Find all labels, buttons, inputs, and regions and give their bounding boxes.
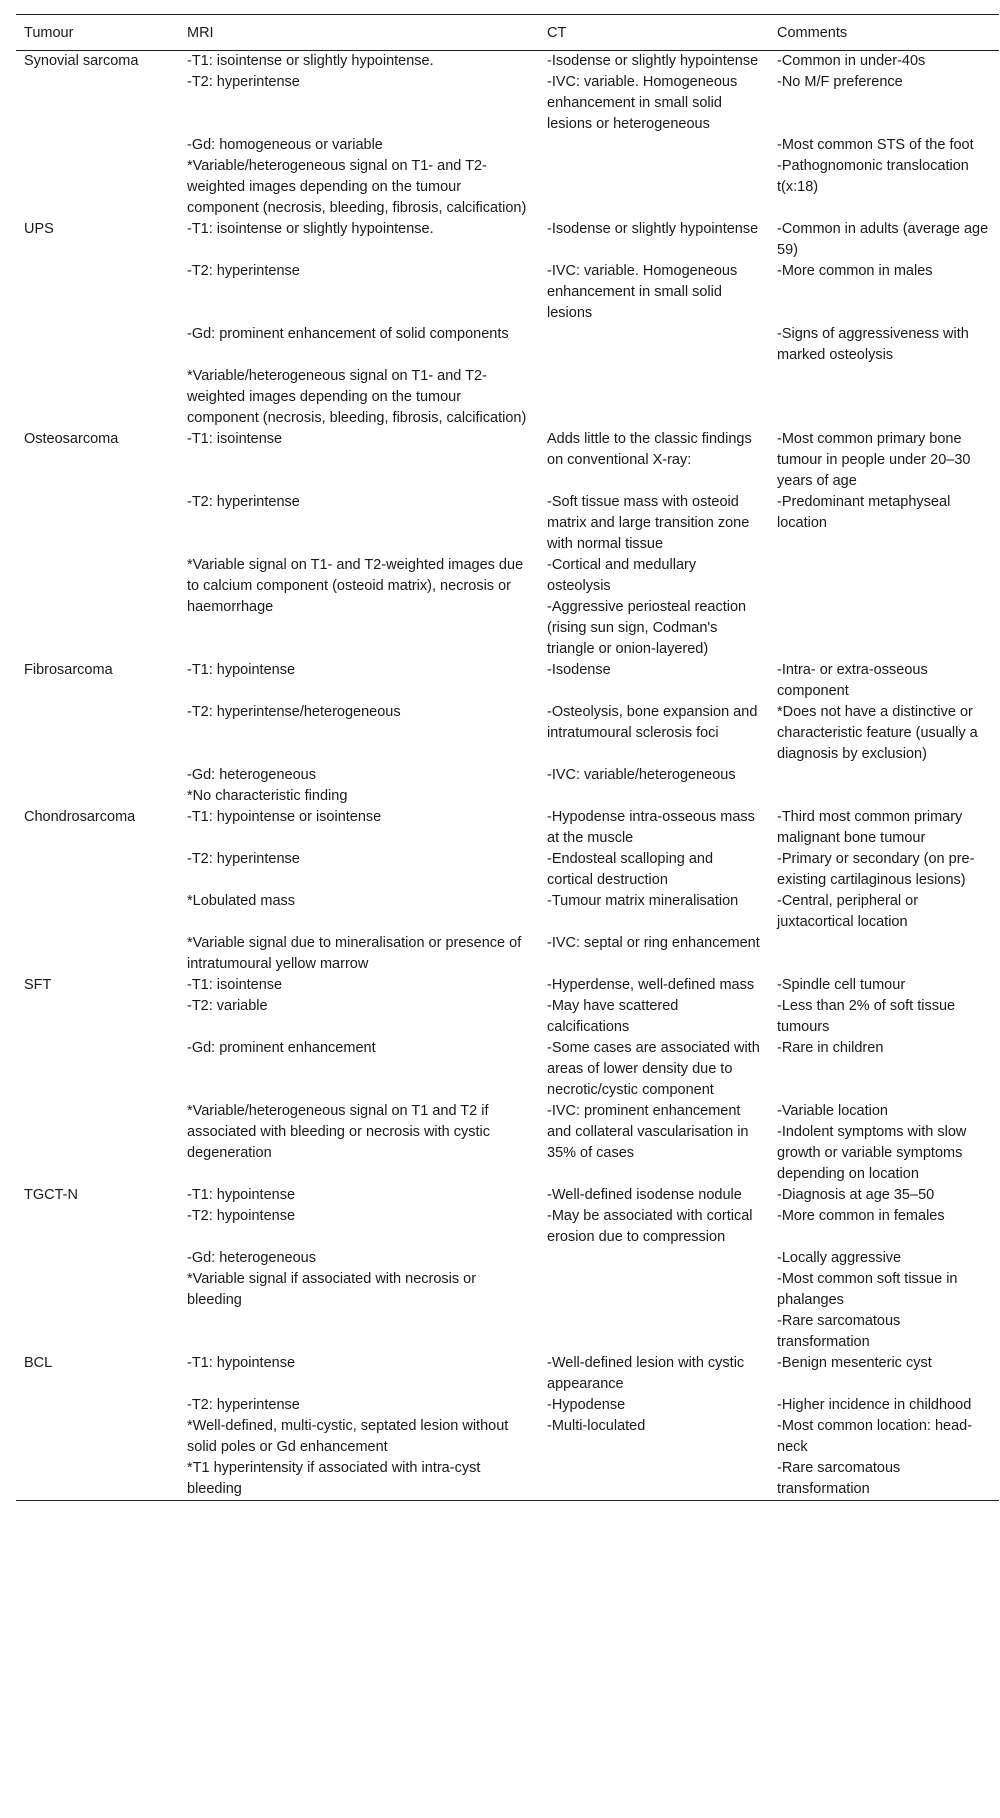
ct-text: -Isodense or slightly hypointense xyxy=(547,53,759,69)
tumour-name-cell xyxy=(16,1353,179,1501)
table-row xyxy=(16,807,999,849)
comments-cell xyxy=(769,324,999,366)
mri-text: -T2: hyperintense xyxy=(187,1397,300,1413)
ct-text: -Some cases are associated with areas of lower density due to necrotic/cystic component xyxy=(547,1040,760,1098)
mri-cell xyxy=(179,1395,539,1416)
mri-text: *Variable signal if associated with necrosis or bleeding xyxy=(187,1271,477,1308)
tumour-name: Synovial sarcoma xyxy=(24,53,139,69)
mri-cell xyxy=(179,807,539,849)
mri-cell xyxy=(179,51,539,73)
mri-cell xyxy=(179,156,539,219)
mri-cell xyxy=(179,1248,539,1269)
ct-cell xyxy=(539,975,769,996)
ct-cell xyxy=(539,324,769,366)
comments-cell xyxy=(769,660,999,702)
ct-cell xyxy=(539,135,769,156)
mri-text: -T1: hypointense xyxy=(187,662,296,678)
comments-cell xyxy=(769,261,999,324)
tumour-name-cell xyxy=(16,429,179,660)
header-tumour: Tumour xyxy=(16,15,179,51)
comments-cell xyxy=(769,219,999,261)
mri-text: *Variable/heterogeneous signal on T1 and T2 if associated with bleeding or necrosis with cystic degeneration xyxy=(187,1103,491,1161)
ct-cell xyxy=(539,1206,769,1248)
mri-text: -T1: hypointense xyxy=(187,1187,296,1203)
comments-cell xyxy=(769,555,999,660)
comments-cell xyxy=(769,429,999,492)
mri-text: -T2: variable xyxy=(187,998,268,1014)
tumour-name-cell xyxy=(16,1185,179,1353)
mri-text: -T1: isointense or slightly hypointense. xyxy=(187,53,434,69)
comments-text: -Rare sarcomatous transformation xyxy=(777,1313,901,1350)
ct-cell xyxy=(539,1458,769,1501)
comments-text: -Central, peripheral or juxtacortical location xyxy=(777,893,919,930)
ct-cell xyxy=(539,1101,769,1185)
ct-cell xyxy=(539,1248,769,1269)
mri-text: -T2: hyperintense xyxy=(187,494,300,510)
comments-cell xyxy=(769,51,999,73)
mri-cell xyxy=(179,324,539,366)
comments-cell xyxy=(769,891,999,933)
comments-text: -Less than 2% of soft tissue tumours xyxy=(777,998,956,1035)
ct-text: -IVC: prominent enhancement and collateral vascularisation in 35% of cases xyxy=(547,1103,749,1161)
table-row xyxy=(16,975,999,996)
ct-text: -Hypodense intra-osseous mass at the muscle xyxy=(547,809,755,846)
comments-text: -Intra- or extra-osseous component xyxy=(777,662,928,699)
mri-text: *Variable signal on T1- and T2-weighted images due to calcium component (osteoid matrix), necrosis or haemorrhage xyxy=(187,557,524,615)
ct-cell xyxy=(539,996,769,1038)
ct-cell xyxy=(539,555,769,660)
ct-cell xyxy=(539,1395,769,1416)
tumour-name-cell xyxy=(16,807,179,975)
ct-cell xyxy=(539,807,769,849)
ct-cell xyxy=(539,156,769,219)
table-row xyxy=(16,51,999,73)
mri-text: -T2: hyperintense xyxy=(187,74,300,90)
comments-text: -Indolent symptoms with slow growth or variable symptoms depending on location xyxy=(777,1124,967,1182)
mri-text: *T1 hyperintensity if associated with intra-cyst bleeding xyxy=(187,1460,481,1497)
mri-text: *Lobulated mass xyxy=(187,893,296,909)
mri-cell xyxy=(179,366,539,429)
ct-cell xyxy=(539,492,769,555)
mri-cell xyxy=(179,702,539,765)
mri-cell xyxy=(179,1416,539,1458)
mri-cell xyxy=(179,135,539,156)
comments-text: -Primary or secondary (on pre-existing cartilaginous lesions) xyxy=(777,851,975,888)
mri-cell xyxy=(179,72,539,135)
comments-cell xyxy=(769,765,999,807)
comments-cell xyxy=(769,702,999,765)
mri-cell xyxy=(179,891,539,933)
tumour-name: Osteosarcoma xyxy=(24,431,119,447)
mri-text: *No characteristic finding xyxy=(187,788,348,804)
tumour-name: BCL xyxy=(24,1355,53,1371)
comments-text: -Benign mesenteric cyst xyxy=(777,1355,932,1371)
comments-text: -More common in males xyxy=(777,263,933,279)
comments-text: -More common in females xyxy=(777,1208,945,1224)
comments-text: -Common in under-40s xyxy=(777,53,926,69)
comments-cell xyxy=(769,1101,999,1185)
table-row xyxy=(16,660,999,702)
mri-text: *Variable signal due to mineralisation or presence of intratumoural yellow marrow xyxy=(187,935,522,972)
tumour-name: SFT xyxy=(24,977,52,993)
ct-text: -Hyperdense, well-defined mass xyxy=(547,977,755,993)
comments-cell xyxy=(769,1185,999,1206)
mri-cell xyxy=(179,1185,539,1206)
comments-cell xyxy=(769,1038,999,1101)
mri-cell xyxy=(179,660,539,702)
mri-cell xyxy=(179,975,539,996)
ct-cell xyxy=(539,429,769,492)
ct-cell xyxy=(539,660,769,702)
comments-cell xyxy=(769,492,999,555)
ct-cell xyxy=(539,72,769,135)
mri-cell xyxy=(179,933,539,975)
tumour-name-cell xyxy=(16,975,179,1185)
ct-text: -Tumour matrix mineralisation xyxy=(547,893,739,909)
ct-text: -Osteolysis, bone expansion and intratumoural sclerosis foci xyxy=(547,704,758,741)
mri-text: *Well-defined, multi-cystic, septated lesion without solid poles or Gd enhancement xyxy=(187,1418,509,1455)
comments-cell xyxy=(769,1248,999,1269)
ct-cell xyxy=(539,261,769,324)
mri-text: -Gd: prominent enhancement of solid components xyxy=(187,326,509,342)
tumour-name: TGCT-N xyxy=(24,1187,78,1203)
comments-text: -Higher incidence in childhood xyxy=(777,1397,972,1413)
table-row xyxy=(16,429,999,492)
mri-text: -T2: hypointense xyxy=(187,1208,296,1224)
tumour-name: Fibrosarcoma xyxy=(24,662,113,678)
ct-cell xyxy=(539,1353,769,1395)
mri-cell xyxy=(179,555,539,660)
comments-text: -Spindle cell tumour xyxy=(777,977,906,993)
table-header-row xyxy=(16,15,999,51)
ct-cell xyxy=(539,1416,769,1458)
comments-text: -Third most common primary malignant bone tumour xyxy=(777,809,963,846)
ct-text: -Hypodense xyxy=(547,1397,626,1413)
ct-cell xyxy=(539,366,769,429)
ct-text: -Soft tissue mass with osteoid matrix and large transition zone with normal tissue xyxy=(547,494,750,552)
comments-text: -Locally aggressive xyxy=(777,1250,902,1266)
tumour-imaging-table xyxy=(16,14,999,1501)
mri-cell xyxy=(179,1353,539,1395)
mri-cell xyxy=(179,219,539,261)
mri-cell xyxy=(179,765,539,807)
ct-cell xyxy=(539,219,769,261)
comments-cell xyxy=(769,849,999,891)
comments-cell xyxy=(769,1353,999,1395)
comments-cell xyxy=(769,72,999,135)
tumour-name-cell xyxy=(16,219,179,429)
comments-text: -Pathognomonic translocation t(x:18) xyxy=(777,158,969,195)
comments-cell xyxy=(769,975,999,996)
mri-text: -T1: isointense xyxy=(187,431,283,447)
comments-cell xyxy=(769,1395,999,1416)
comments-cell xyxy=(769,933,999,975)
comments-cell xyxy=(769,366,999,429)
comments-text: -Variable location xyxy=(777,1103,888,1119)
tumour-name-cell xyxy=(16,660,179,807)
mri-cell xyxy=(179,429,539,492)
comments-text: -Most common soft tissue in phalanges xyxy=(777,1271,958,1308)
ct-text: -Aggressive periosteal reaction (rising sun sign, Codman's triangle or onion-layered) xyxy=(547,599,747,657)
comments-text: -No M/F preference xyxy=(777,74,903,90)
tumour-name-cell xyxy=(16,51,179,220)
comments-cell xyxy=(769,156,999,219)
comments-cell xyxy=(769,1206,999,1248)
ct-cell xyxy=(539,51,769,73)
ct-text: -Well-defined isodense nodule xyxy=(547,1187,742,1203)
comments-text: -Most common primary bone tumour in people under 20–30 years of age xyxy=(777,431,971,489)
header-mri: MRI xyxy=(179,15,539,51)
ct-text: -Endosteal scalloping and cortical destruction xyxy=(547,851,714,888)
comments-cell xyxy=(769,1458,999,1501)
mri-cell xyxy=(179,492,539,555)
mri-text: -T1: isointense or slightly hypointense. xyxy=(187,221,434,237)
ct-text: Adds little to the classic findings on conventional X-ray: xyxy=(547,431,752,468)
mri-text: -T2: hyperintense xyxy=(187,851,300,867)
ct-cell xyxy=(539,702,769,765)
mri-cell xyxy=(179,1206,539,1248)
comments-cell xyxy=(769,996,999,1038)
comments-cell xyxy=(769,807,999,849)
ct-text: -Multi-loculated xyxy=(547,1418,646,1434)
ct-cell xyxy=(539,891,769,933)
ct-text: -May be associated with cortical erosion due to compression xyxy=(547,1208,753,1245)
header-ct: CT xyxy=(539,15,769,51)
comments-text: *Does not have a distinctive or characteristic feature (usually a diagnosis by exclusion) xyxy=(777,704,978,762)
table-row xyxy=(16,1353,999,1395)
ct-text: -Isodense or slightly hypointense xyxy=(547,221,759,237)
comments-text: -Most common location: head-neck xyxy=(777,1418,973,1455)
comments-text: -Most common STS of the foot xyxy=(777,137,974,153)
ct-text: -IVC: variable/heterogeneous xyxy=(547,767,736,783)
ct-text: -Cortical and medullary osteolysis xyxy=(547,557,697,594)
mri-text: -T2: hyperintense/heterogeneous xyxy=(187,704,401,720)
comments-cell xyxy=(769,1416,999,1458)
mri-text: -T1: isointense xyxy=(187,977,283,993)
ct-text: -May have scattered calcifications xyxy=(547,998,679,1035)
comments-text: -Predominant metaphyseal location xyxy=(777,494,951,531)
mri-text: -T1: hypointense xyxy=(187,1355,296,1371)
ct-cell xyxy=(539,1185,769,1206)
mri-text: -T1: hypointense or isointense xyxy=(187,809,382,825)
comments-text: -Signs of aggressiveness with marked osteolysis xyxy=(777,326,969,363)
ct-text: -IVC: variable. Homogeneous enhancement in small solid lesions or heterogeneous xyxy=(547,74,738,132)
comments-text: -Rare in children xyxy=(777,1040,884,1056)
mri-cell xyxy=(179,996,539,1038)
ct-cell xyxy=(539,933,769,975)
ct-text: -Well-defined lesion with cystic appearance xyxy=(547,1355,745,1392)
table-row xyxy=(16,219,999,261)
comments-text: -Rare sarcomatous transformation xyxy=(777,1460,901,1497)
mri-text: -Gd: heterogeneous xyxy=(187,767,316,783)
ct-text: -IVC: variable. Homogeneous enhancement in small solid lesions xyxy=(547,263,738,321)
ct-cell xyxy=(539,849,769,891)
header-comments: Comments xyxy=(769,15,999,51)
mri-text: *Variable/heterogeneous signal on T1- and T2-weighted images depending on the tumour component (necrosis, bleeding, fibrosis, calcification) xyxy=(187,368,527,426)
ct-cell xyxy=(539,1269,769,1353)
mri-text: -Gd: homogeneous or variable xyxy=(187,137,383,153)
ct-cell xyxy=(539,765,769,807)
table-row xyxy=(16,1185,999,1206)
table-body xyxy=(16,51,999,1501)
ct-text: -Isodense xyxy=(547,662,611,678)
mri-text: -Gd: heterogeneous xyxy=(187,1250,316,1266)
mri-text: -Gd: prominent enhancement xyxy=(187,1040,376,1056)
mri-text: *Variable/heterogeneous signal on T1- and T2-weighted images depending on the tumour component (necrosis, bleeding, fibrosis, calcification) xyxy=(187,158,527,216)
comments-text: -Diagnosis at age 35–50 xyxy=(777,1187,935,1203)
mri-cell xyxy=(179,1458,539,1501)
comments-text: -Common in adults (average age 59) xyxy=(777,221,989,258)
tumour-name: UPS xyxy=(24,221,54,237)
comments-cell xyxy=(769,1269,999,1353)
tumour-name: Chondrosarcoma xyxy=(24,809,136,825)
mri-cell xyxy=(179,261,539,324)
mri-cell xyxy=(179,1269,539,1353)
mri-cell xyxy=(179,849,539,891)
ct-cell xyxy=(539,1038,769,1101)
mri-text: -T2: hyperintense xyxy=(187,263,300,279)
mri-cell xyxy=(179,1038,539,1101)
mri-cell xyxy=(179,1101,539,1185)
ct-text: -IVC: septal or ring enhancement xyxy=(547,935,760,951)
comments-cell xyxy=(769,135,999,156)
